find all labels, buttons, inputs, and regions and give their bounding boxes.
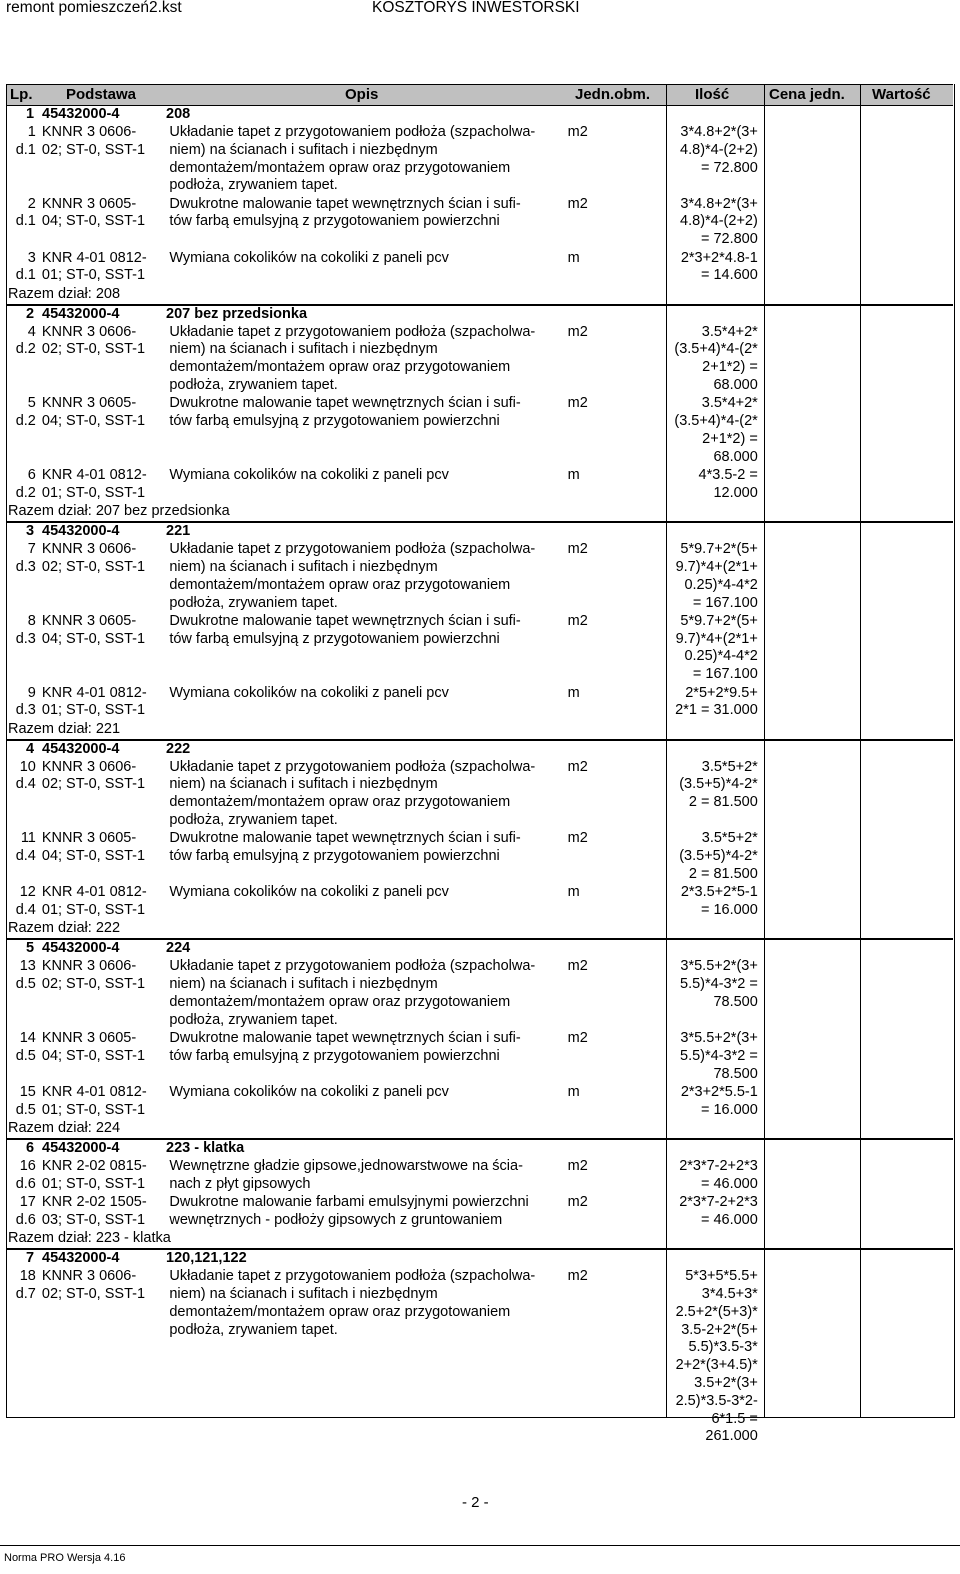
item-value (857, 613, 953, 684)
item-description: Układanie tapet z przygotowaniem podłoża (szpacholwa- niem) na ścianach i sufitach i niezbędnym demontażem/montażem opraw oraz przygotowaniem podłoża, zrywaniem tapet. (169, 124, 536, 194)
col-cena: Cena jedn. (769, 86, 845, 103)
item-unit-price (760, 395, 858, 466)
item-unit: m2 (567, 1029, 588, 1046)
item-unit: m (567, 467, 580, 484)
item-unit: m2 (567, 195, 588, 212)
section-row (6, 1139, 953, 1158)
section-row (6, 939, 953, 958)
item-number: 14 d.5 (15, 1029, 36, 1064)
table-row (6, 124, 953, 196)
section-row (6, 305, 953, 324)
section-row (6, 105, 953, 124)
item-basis: KNR 4-01 0812- 01; ST-0, SST-1 (41, 1083, 147, 1118)
section-name: 120,121,122 (166, 1250, 247, 1267)
section-code: 45432000-4 (42, 106, 120, 122)
item-quantity: 2*3*7-2+2*3 = 46.000 (679, 1194, 758, 1228)
col-podstawa: Podstawa (66, 86, 137, 103)
item-quantity: 3*4.8+2*(3+ 4.8)*4-(2+2) = 72.800 (680, 124, 758, 176)
item-unit-price (760, 759, 858, 830)
item-quantity: 3.5*5+2* (3.5+5)*4-2* 2 = 81.500 (679, 830, 758, 882)
section-number: 7 (26, 1250, 35, 1267)
item-number: 1 d.1 (15, 124, 36, 158)
section-name: 208 (166, 106, 191, 122)
item-quantity: 5*9.7+2*(5+ 9.7)*4+(2*1+ 0.25)*4-4*2 = 167.100 (675, 612, 758, 683)
item-unit: m2 (567, 612, 588, 629)
section-total-label: Razem dział: 223 - klatka (8, 1230, 171, 1247)
section-total-label: Razem dział: 221 (8, 720, 121, 737)
item-unit: m (567, 1083, 580, 1100)
item-basis: KNNR 3 0606- 02; ST-0, SST-1 (41, 958, 146, 993)
item-number: 5 d.2 (15, 395, 36, 430)
section-total-row (6, 286, 953, 305)
section-number: 5 (26, 940, 35, 957)
item-description: Wymiana cokolików na cokoliki z paneli pcv (169, 884, 449, 901)
item-value (857, 759, 953, 830)
item-unit-price (760, 196, 858, 249)
item-value (857, 124, 953, 195)
table-row (6, 884, 953, 920)
item-unit: m2 (567, 1157, 588, 1174)
table-row (6, 1084, 953, 1120)
item-value (857, 830, 953, 883)
section-code: 45432000-4 (42, 940, 120, 957)
item-number: 8 d.3 (15, 612, 36, 647)
item-unit: m2 (567, 958, 588, 975)
item-unit-price (760, 1194, 858, 1230)
section-name: 221 (166, 523, 191, 540)
table-row (6, 1268, 953, 1446)
section-name: 222 (166, 740, 191, 757)
item-number: 13 d.5 (15, 958, 36, 993)
item-basis: KNNR 3 0606- 02; ST-0, SST-1 (41, 124, 146, 158)
item-quantity: 2*3.5+2*5-1 = 16.000 (680, 884, 758, 918)
item-number: 7 d.3 (15, 541, 36, 575)
col-opis: Opis (345, 86, 379, 103)
item-unit: m (567, 684, 580, 701)
item-value (857, 250, 953, 286)
item-unit-price (760, 884, 858, 920)
table-row (6, 1158, 953, 1194)
item-basis: KNR 4-01 0812- 01; ST-0, SST-1 (41, 884, 147, 918)
item-number: 3 d.1 (15, 249, 36, 284)
item-number: 4 d.2 (15, 323, 36, 358)
item-value (857, 685, 953, 721)
item-description: Układanie tapet z przygotowaniem podłoża (szpacholwa- niem) na ścianach i sufitach i niezbędnym demontażem/montażem opraw oraz przygotowaniem podłoża, zrywaniem tapet. (169, 1268, 536, 1338)
item-basis: KNNR 3 0606- 02; ST-0, SST-1 (41, 323, 146, 358)
page-header (0, 0, 960, 20)
section-row (6, 1249, 953, 1268)
item-unit: m2 (567, 830, 588, 847)
table-row (6, 958, 953, 1030)
item-basis: KNNR 3 0605- 04; ST-0, SST-1 (41, 830, 146, 865)
table-row (6, 541, 953, 613)
item-value (857, 1158, 953, 1194)
item-basis: KNR 2-02 0815- 01; ST-0, SST-1 (41, 1157, 147, 1192)
table-row (6, 830, 953, 884)
section-name: 224 (166, 940, 191, 957)
item-unit: m2 (567, 1194, 588, 1211)
item-number: 12 d.4 (15, 884, 36, 918)
item-description: Wewnętrzne gładzie gipsowe,jednowarstwowe na ścia- nach z płyt gipsowych (169, 1157, 523, 1192)
item-description: Wymiana cokolików na cokoliki z paneli pcv (169, 1083, 449, 1100)
item-quantity: 5*9.7+2*(5+ 9.7)*4+(2*1+ 0.25)*4-4*2 = 167.100 (675, 541, 758, 611)
page-number: - 2 - (462, 1494, 489, 1511)
item-unit: m2 (567, 541, 588, 558)
footer-version: Norma PRO Wersja 4.16 (4, 1552, 126, 1564)
item-quantity: 3*5.5+2*(3+ 5.5)*4-3*2 = 78.500 (680, 1029, 758, 1082)
item-unit: m (567, 884, 580, 901)
item-description: Układanie tapet z przygotowaniem podłoża (szpacholwa- niem) na ścianach i sufitach i niezbędnym demontażem/montażem opraw oraz przygotowaniem podłoża, zrywaniem tapet. (169, 958, 536, 1028)
item-number: 17 d.6 (15, 1194, 36, 1228)
item-description: Dwukrotne malowanie tapet wewnętrznych ścian i sufi- tów farbą emulsyjną z przygotowaniem powierzchni (169, 195, 521, 230)
item-description: Dwukrotne malowanie tapet wewnętrznych ścian i sufi- tów farbą emulsyjną z przygotowaniem powierzchni (169, 830, 521, 865)
section-code: 45432000-4 (42, 740, 120, 757)
item-basis: KNR 4-01 0812- 01; ST-0, SST-1 (41, 249, 147, 284)
item-unit: m2 (567, 395, 588, 412)
section-number: 2 (26, 305, 35, 322)
item-value (857, 1268, 953, 1446)
section-total-label: Razem dział: 224 (8, 1119, 121, 1136)
item-unit-price (760, 1158, 858, 1194)
item-quantity: 3*4.8+2*(3+ 4.8)*4-(2+2) = 72.800 (680, 195, 758, 248)
col-wartosc: Wartość (872, 86, 931, 103)
item-quantity: 2*3+2*5.5-1 = 16.000 (680, 1083, 758, 1118)
item-description: Wymiana cokolików na cokoliki z paneli pcv (169, 684, 449, 701)
item-unit: m (567, 249, 580, 266)
section-code: 45432000-4 (42, 523, 120, 540)
item-number: 15 d.5 (15, 1083, 36, 1118)
table-row (6, 467, 953, 503)
item-unit-price (760, 467, 858, 503)
item-basis: KNR 4-01 0812- 01; ST-0, SST-1 (41, 684, 147, 719)
file-name: remont pomieszczeń2.kst (6, 0, 182, 16)
item-basis: KNNR 3 0605- 04; ST-0, SST-1 (41, 395, 146, 430)
section-total-row (6, 721, 953, 740)
item-number: 10 d.4 (15, 758, 36, 793)
item-unit-price (760, 958, 858, 1029)
item-unit-price (760, 1084, 858, 1120)
item-quantity: 3*5.5+2*(3+ 5.5)*4-3*2 = 78.500 (680, 958, 758, 1010)
section-code: 45432000-4 (42, 1250, 120, 1267)
item-unit-price (760, 613, 858, 684)
item-unit-price (760, 324, 858, 395)
item-value (857, 324, 953, 395)
item-value (857, 541, 953, 612)
item-unit-price (760, 541, 858, 612)
section-code: 45432000-4 (42, 305, 120, 322)
col-lp: Lp. (10, 86, 33, 103)
item-description: Układanie tapet z przygotowaniem podłoża (szpacholwa- niem) na ścianach i sufitach i niezbędnym demontażem/montażem opraw oraz przygotowaniem podłoża, zrywaniem tapet. (169, 541, 536, 611)
item-unit-price (760, 124, 858, 195)
item-number: 9 d.3 (15, 684, 36, 719)
item-value (857, 1030, 953, 1083)
item-unit: m2 (567, 1268, 588, 1285)
section-total-label: Razem dział: 208 (8, 285, 121, 302)
item-quantity: 5*3+5*5.5+ 3*4.5+3* 2.5+2*(5+3)* 3.5-2+2*(5+ 5.5)*3.5-3* 2+2*(3+4.5)* 3.5+2*(3+ 2.5)*3.5-3*2- 6*1.5 = 261.000 (675, 1268, 758, 1445)
col-ilosc: Ilość (695, 86, 730, 103)
section-total-row (6, 503, 953, 522)
item-basis: KNNR 3 0606- 02; ST-0, SST-1 (41, 758, 146, 793)
section-number: 6 (26, 1139, 35, 1156)
section-name: 223 - klatka (166, 1139, 245, 1156)
item-description: Wymiana cokolików na cokoliki z paneli pcv (169, 467, 449, 484)
item-description: Dwukrotne malowanie farbami emulsyjnymi powierzchni wewnętrznych - podłoży gipsowych z gruntowaniem (169, 1194, 529, 1228)
item-unit-price (760, 830, 858, 883)
section-number: 3 (26, 523, 35, 540)
item-unit-price (760, 685, 858, 721)
item-unit-price (760, 1030, 858, 1083)
item-description: Wymiana cokolików na cokoliki z paneli pcv (169, 249, 449, 266)
document-title: KOSZTORYS INWESTORSKI (372, 0, 580, 16)
item-unit: m2 (567, 758, 588, 775)
column-header-row (6, 84, 953, 106)
section-total-row (6, 1120, 953, 1139)
item-unit: m2 (567, 124, 588, 140)
item-unit-price (760, 1268, 858, 1446)
item-description: Dwukrotne malowanie tapet wewnętrznych ścian i sufi- tów farbą emulsyjną z przygotowaniem powierzchni (169, 395, 521, 430)
section-total-label: Razem dział: 207 bez przedsionka (8, 503, 230, 520)
table-row (6, 613, 953, 685)
table-row (6, 1030, 953, 1084)
item-basis: KNR 2-02 1505- 03; ST-0, SST-1 (41, 1194, 147, 1228)
item-description: Dwukrotne malowanie tapet wewnętrznych ścian i sufi- tów farbą emulsyjną z przygotowaniem powierzchni (169, 1029, 521, 1064)
item-basis: KNR 4-01 0812- 01; ST-0, SST-1 (41, 467, 147, 501)
item-number: 18 d.7 (15, 1268, 36, 1302)
item-value (857, 467, 953, 503)
item-unit-price (760, 250, 858, 286)
item-description: Układanie tapet z przygotowaniem podłoża (szpacholwa- niem) na ścianach i sufitach i niezbędnym demontażem/montażem opraw oraz przygotowaniem podłoża, zrywaniem tapet. (169, 323, 536, 394)
item-number: 6 d.2 (15, 467, 36, 501)
item-value (857, 1194, 953, 1230)
item-quantity: 2*5+2*9.5+ 2*1 = 31.000 (675, 684, 758, 719)
item-description: Układanie tapet z przygotowaniem podłoża (szpacholwa- niem) na ścianach i sufitach i niezbędnym demontażem/montażem opraw oraz przygotowaniem podłoża, zrywaniem tapet. (169, 758, 536, 828)
item-basis: KNNR 3 0605- 04; ST-0, SST-1 (41, 195, 146, 230)
table-row (6, 324, 953, 396)
table-row (6, 759, 953, 831)
table-row (6, 1194, 953, 1230)
item-unit: m2 (567, 323, 588, 340)
item-quantity: 3.5*4+2* (3.5+4)*4-(2* 2+1*2) = 68.000 (674, 395, 758, 465)
section-total-label: Razem dział: 222 (8, 920, 121, 937)
item-quantity: 2*3+2*4.8-1 = 14.600 (680, 249, 758, 284)
section-row (6, 740, 953, 759)
cost-table (6, 105, 953, 1447)
section-code: 45432000-4 (42, 1139, 120, 1156)
section-name: 207 bez przedsionka (166, 305, 308, 322)
item-value (857, 884, 953, 920)
item-number: 2 d.1 (15, 195, 36, 230)
section-total-row (6, 1230, 953, 1249)
item-value (857, 1084, 953, 1120)
table-row (6, 250, 953, 286)
item-basis: KNNR 3 0606- 02; ST-0, SST-1 (41, 541, 146, 575)
table-row (6, 395, 953, 467)
item-value (857, 958, 953, 1029)
section-total-row (6, 920, 953, 939)
item-description: Dwukrotne malowanie tapet wewnętrznych ścian i sufi- tów farbą emulsyjną z przygotowaniem powierzchni (169, 612, 521, 647)
item-quantity: 4*3.5-2 = 12.000 (698, 467, 758, 501)
item-basis: KNNR 3 0605- 04; ST-0, SST-1 (41, 1029, 146, 1064)
col-jm: Jedn.obm. (575, 86, 651, 103)
section-row (6, 522, 953, 541)
item-basis: KNNR 3 0606- 02; ST-0, SST-1 (41, 1268, 146, 1302)
section-number: 1 (26, 106, 35, 122)
item-value (857, 395, 953, 466)
table-row (6, 685, 953, 721)
item-value (857, 196, 953, 249)
item-quantity: 2*3*7-2+2*3 = 46.000 (679, 1157, 758, 1192)
item-basis: KNNR 3 0605- 04; ST-0, SST-1 (41, 612, 146, 647)
table-row (6, 196, 953, 250)
item-number: 11 d.4 (15, 830, 36, 865)
section-number: 4 (26, 740, 35, 757)
item-number: 16 d.6 (15, 1157, 36, 1192)
item-quantity: 3.5*5+2* (3.5+5)*4-2* 2 = 81.500 (679, 758, 758, 811)
item-quantity: 3.5*4+2* (3.5+4)*4-(2* 2+1*2) = 68.000 (674, 323, 758, 394)
